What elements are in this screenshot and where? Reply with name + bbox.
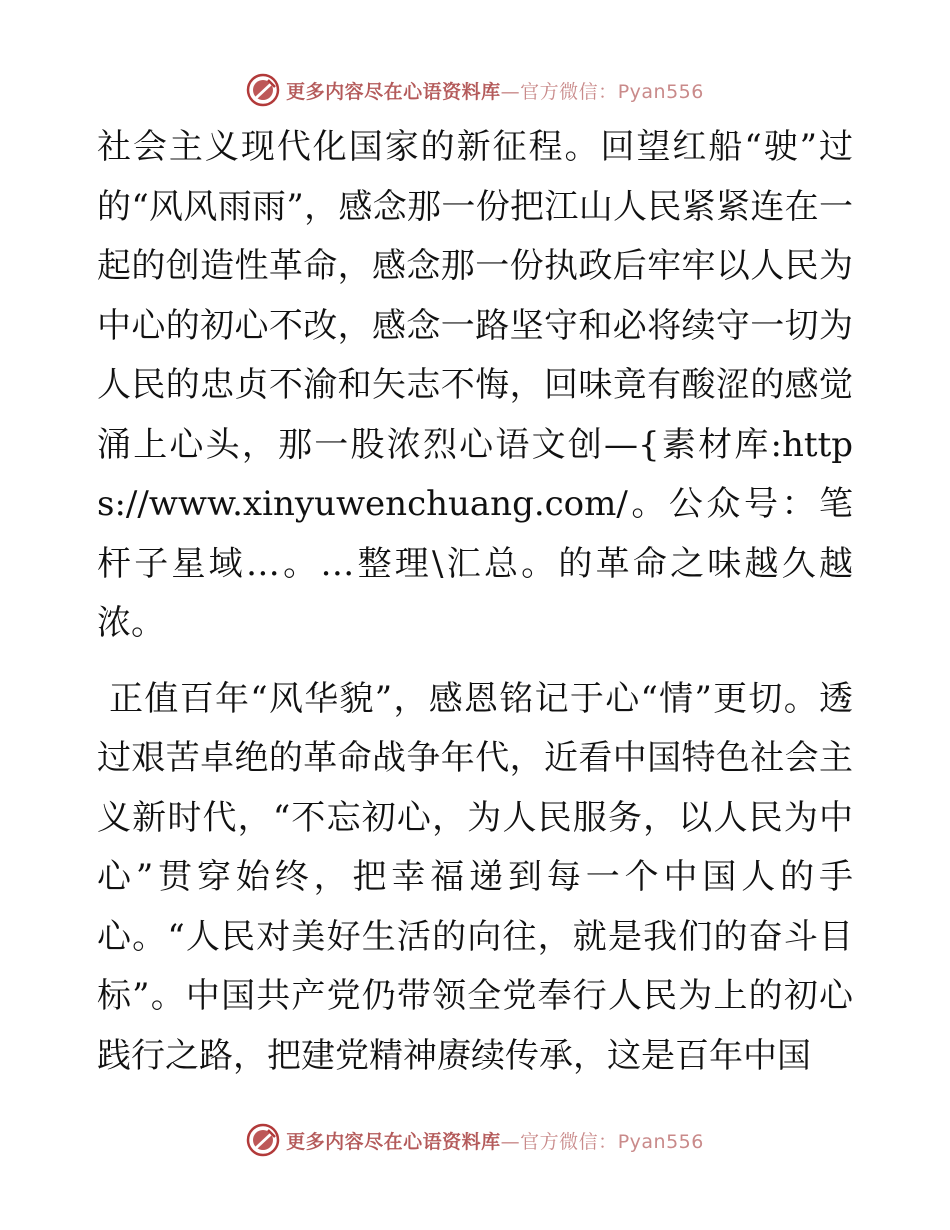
footer-watermark: [0, 1120, 950, 1160]
watermark-brand: 更多内容尽在心语资料库: [286, 1130, 501, 1153]
watermark-text: [286, 1127, 704, 1154]
watermark-wechat-label: 官方微信：: [520, 1130, 618, 1153]
paragraph: 正值百年“风华貌”，感恩铭记于心“情”更切。透过艰苦卓绝的革命战争年代，近看中国特色社会主义新时代，“不忘初心，为人民服务，以人民为中心”贯穿始终，把幸福递到每一个中国人的手心。“人民对美好生活的向往，就是我们的奋斗目标”。中国共产党仍带领全党奉行人民为上的初心践行之路，把建党精神赓续传承，这是百年中国: [97, 678, 854, 1076]
watermark-brand: 更多内容尽在心语资料库: [286, 80, 501, 103]
article-body: [97, 118, 853, 1086]
watermark-wechat-label: 官方微信：: [520, 80, 618, 103]
watermark-text: [286, 77, 704, 104]
paragraph: 社会主义现代化国家的新征程。回望红船“驶”过的“风风雨雨”，感念那一份把江山人民紧紧连在一起的创造性革命，感念那一份执政后牢牢以人民为中心的初心不改，感念一路坚守和必将续守一切为人民的忠贞不渝和矢志不悔，回味竟有酸涩的感觉涌上心头，那一股浓烈心语文创—{素材库:https://www.xinyuwenchuang.com/。公众号：笔杆子星域…。…整理\汇总。的革命之味越久越浓。: [97, 127, 853, 643]
header-watermark: [0, 70, 950, 110]
watermark-separator: —: [500, 1130, 521, 1153]
seal-logo-icon: [246, 1123, 280, 1157]
seal-logo-icon: [246, 73, 280, 107]
watermark-separator: —: [500, 80, 521, 103]
watermark-wechat-id: Pyan556: [617, 1130, 704, 1153]
watermark-wechat-id: Pyan556: [617, 80, 704, 103]
